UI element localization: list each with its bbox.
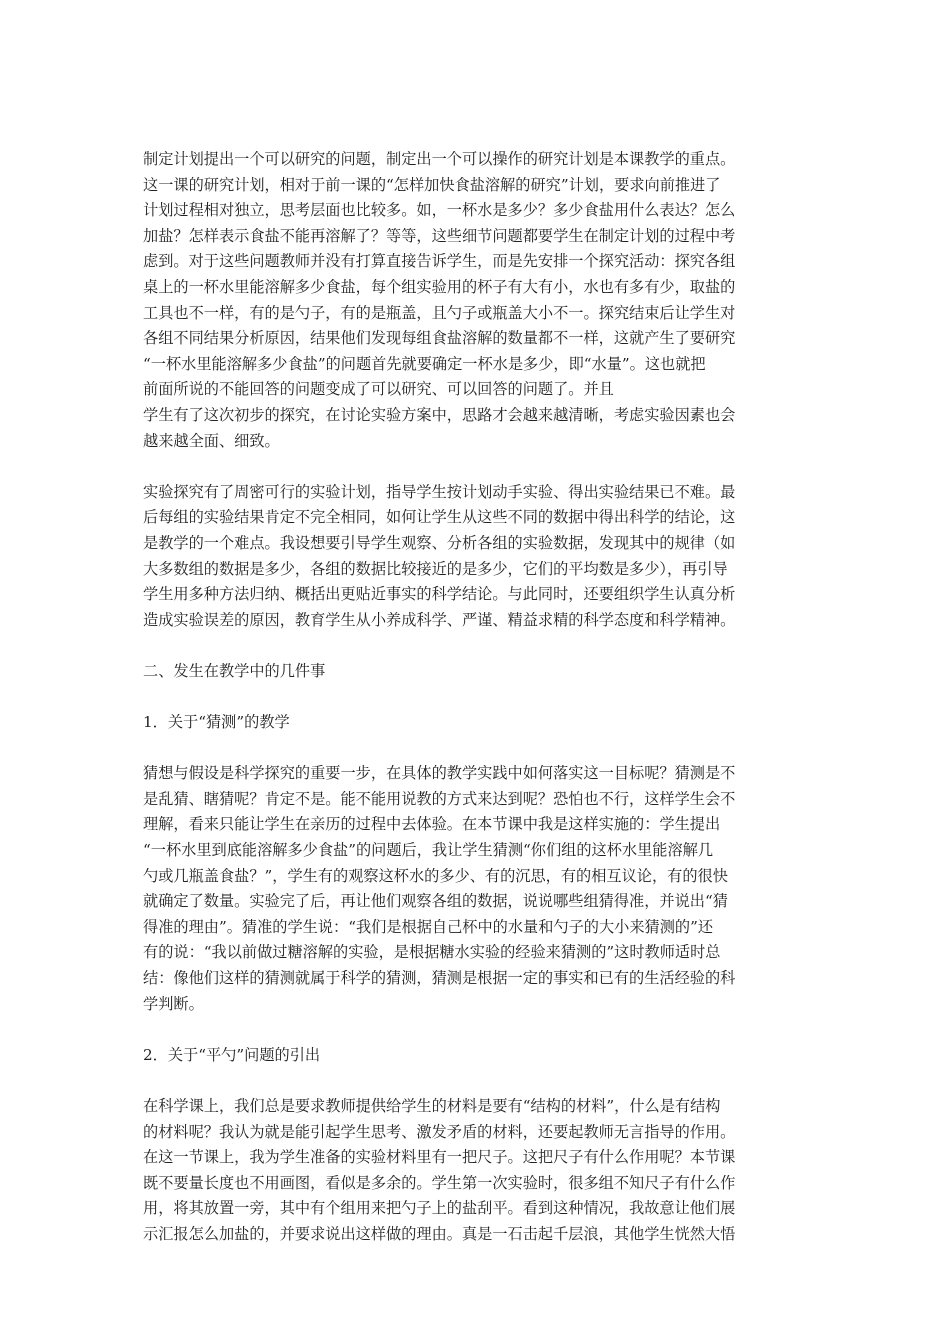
text-line: 桌上的一杯水里能溶解多少食盐，每个组实验用的杯子有大有小，水也有多有少，取盐的 bbox=[143, 277, 736, 296]
text-line: 理解，看来只能让学生在亲历的过程中去体验。在本节课中我是这样实施的：学生提出 bbox=[143, 815, 721, 834]
text-line: 学判断。 bbox=[143, 994, 204, 1013]
text-line: 既不要量长度也不用画图，看似是多余的。学生第一次实验时，很多组不知尺子有什么作 bbox=[143, 1173, 736, 1192]
text-line: 制定计划提出一个可以研究的问题，制定出一个可以操作的研究计划是本课教学的重点。 bbox=[143, 150, 736, 168]
text-line: 前面所说的不能回答的问题变成了可以研究、可以回答的问题了。并且 bbox=[143, 380, 614, 399]
text-line: 结：像他们这样的猜测就属于科学的猜测，猜测是根据一定的事实和已有的生活经验的科 bbox=[143, 969, 736, 987]
text-line: 示汇报怎么加盐的，并要求说出这样做的理由。真是一石击起千层浪，其他学生恍然大悟 bbox=[143, 1224, 736, 1243]
paragraph-gap bbox=[143, 736, 811, 762]
text-line: 计划过程相对独立，思考层面也比较多。如，一杯水是多少？多少食盐用什么表达？怎么 bbox=[143, 201, 736, 220]
paragraph-gap bbox=[143, 633, 811, 659]
paragraph-gap bbox=[143, 684, 811, 710]
text-line: 就确定了数量。实验完了后，再让他们观察各组的数据，说说哪些组猜得准，并说出“猜 bbox=[143, 892, 728, 911]
text-line: 虑到。对于这些问题教师并没有打算直接告诉学生，而是先安排一个探究活动：探究各组 bbox=[143, 252, 736, 271]
text-line: 得准的理由”。猜准的学生说：“我们是根据自己杯中的水量和勺子的大小来猜测的”还 bbox=[143, 917, 714, 936]
text-line: 猜想与假设是科学探究的重要一步，在具体的教学实践中如何落实这一目标呢？猜测是不 bbox=[143, 764, 736, 783]
text-line: 后每组的实验结果肯定不完全相同，如何让学生从这些不同的数据中得出科学的结论，这 bbox=[143, 508, 736, 527]
text-line: 学生有了这次初步的探究，在讨论实验方案中，思路才会越来越清晰，考虑实验因素也会 bbox=[143, 405, 736, 424]
text-line: 各组不同结果分析原因，结果他们发现每组食盐溶解的数量都不一样，这就产生了要研究 bbox=[143, 329, 736, 348]
paragraph-experiment bbox=[143, 480, 811, 634]
text-line: 实验探究有了周密可行的实验计划，指导学生按计划动手实验、得出实验结果已不难。最 bbox=[143, 482, 736, 501]
subsection-heading-spoon: 2．关于“平勺”问题的引出 bbox=[143, 1045, 321, 1064]
text-line: 勺或几瓶盖食盐？”，学生有的观察这杯水的多少、有的沉思，有的相互议论，有的很快 bbox=[143, 866, 728, 885]
text-line: 的材料呢？我认为就是能引起学生思考、激发矛盾的材料，还要起教师无言指导的作用。 bbox=[143, 1122, 736, 1141]
subsection-heading-guess: 1．关于“猜测”的教学 bbox=[143, 713, 290, 732]
paragraph-gap bbox=[143, 1017, 811, 1043]
text-line: “一杯水里能溶解多少食盐”的问题首先就要确定一杯水是多少，即“水量”。这也就把 bbox=[143, 354, 706, 373]
text-line: 这一课的研究计划，相对于前一课的“怎样加快食盐溶解的研究”计划，要求向前推进了 bbox=[143, 175, 721, 194]
text-line: 越来越全面、细致。 bbox=[143, 431, 280, 450]
text-line: “一杯水里到底能溶解多少食盐”的问题后，我让学生猜测“你们组的这杯水里能溶解几 bbox=[143, 841, 714, 860]
text-line: 工具也不一样，有的是勺子，有的是瓶盖，且勺子或瓶盖大小不一。探究结束后让学生对 bbox=[143, 303, 736, 322]
text-line: 在这一节课上，我为学生准备的实验材料里有一把尺子。这把尺子有什么作用呢？本节课 bbox=[143, 1148, 736, 1167]
paragraph-gap bbox=[143, 454, 811, 480]
paragraph-spoon bbox=[143, 1094, 811, 1248]
paragraph-gap bbox=[143, 1068, 811, 1094]
paragraph-guess bbox=[143, 761, 811, 1017]
text-line: 是教学的一个难点。我设想要引导学生观察、分析各组的实验数据，发现其中的规律（如 bbox=[143, 533, 736, 552]
text-line: 学生用多种方法归纳、概括出更贴近事实的科学结论。与此同时，还要组织学生认真分析 bbox=[143, 585, 736, 604]
document-body bbox=[143, 147, 811, 1248]
text-line: 大多数组的数据是多少，各组的数据比较接近的是多少，它们的平均数是多少），再引导 bbox=[143, 559, 728, 578]
text-line: 在科学课上，我们总是要求教师提供给学生的材料是要有“结构的材料”，什么是有结构 bbox=[143, 1096, 721, 1115]
text-line: 造成实验误差的原因，教育学生从小养成科学、严谨、精益求精的科学态度和科学精神。 bbox=[143, 610, 736, 629]
text-line: 用，将其放置一旁，其中有个组用来把勺子上的盐刮平。看到这种情况，我故意让他们展 bbox=[143, 1199, 736, 1218]
section-heading: 二、发生在教学中的几件事 bbox=[143, 661, 326, 680]
text-line: 加盐？怎样表示食盐不能再溶解了？等等，这些细节问题都要学生在制定计划的过程中考 bbox=[143, 226, 736, 245]
text-line: 有的说：“我以前做过糖溶解的实验，是根据糖水实验的经验来猜测的”这时教师适时总 bbox=[143, 943, 721, 962]
paragraph-plan bbox=[143, 147, 811, 454]
text-line: 是乱猜、瞎猜呢？肯定不是。能不能用说教的方式来达到呢？恐怕也不行，这样学生会不 bbox=[143, 789, 736, 808]
